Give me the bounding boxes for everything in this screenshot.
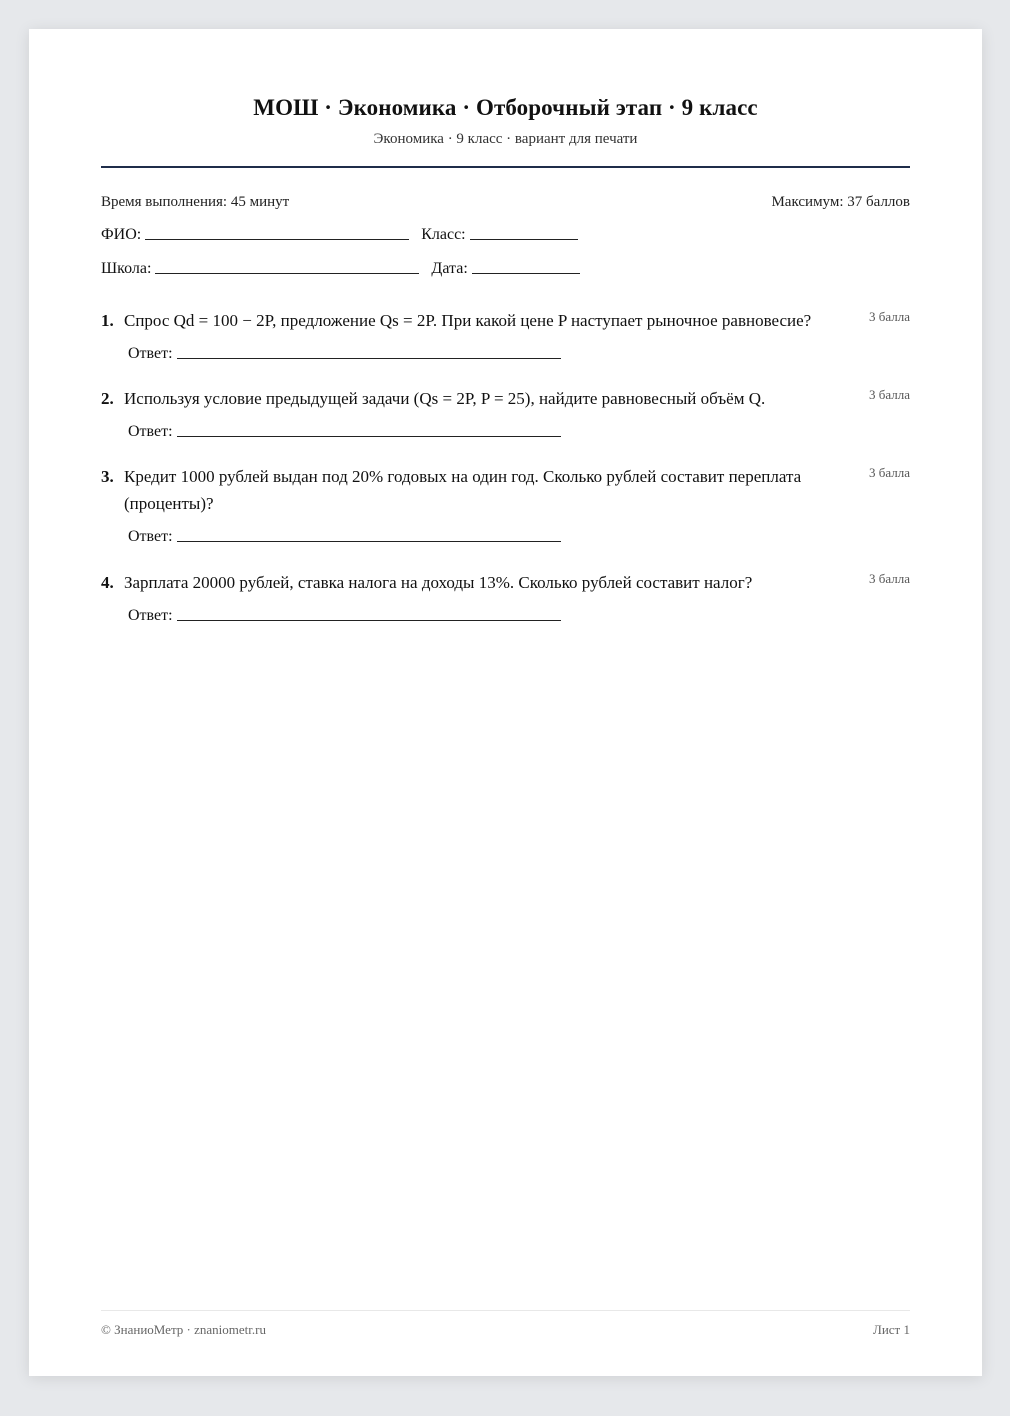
header-divider	[101, 166, 910, 168]
task-4-answer	[128, 607, 561, 625]
school-label: Школа:	[101, 260, 152, 277]
task-number: 4.	[101, 573, 114, 592]
answer-field[interactable]	[177, 619, 561, 621]
answer-label: Ответ:	[128, 423, 173, 440]
task-number: 2.	[101, 389, 114, 408]
answer-field[interactable]	[177, 435, 561, 437]
answer-field[interactable]	[177, 540, 561, 542]
task-number: 1.	[101, 311, 114, 330]
class-label: Класс:	[421, 226, 466, 243]
answer-label: Ответ:	[128, 607, 173, 624]
school-date-row	[101, 260, 580, 278]
date-label: Дата:	[431, 260, 468, 277]
sheet-content	[101, 29, 910, 1376]
time-limit: Время выполнения: 45 минут	[101, 194, 290, 210]
task-points: 3 балла	[869, 465, 910, 480]
task-text: Используя условие предыдущей задачи (Qs = 2P, P = 25), найдите равновесный объём Q.	[124, 389, 766, 408]
fio-class-row	[101, 226, 578, 244]
task-2-answer	[128, 423, 561, 441]
fio-field[interactable]	[145, 238, 409, 240]
answer-label: Ответ:	[128, 345, 173, 362]
task-points: 3 балла	[869, 387, 910, 402]
print-sheet	[29, 29, 982, 1376]
task-text: Зарплата 20000 рублей, ставка налога на доходы 13%. Сколько рублей составит налог?	[124, 573, 753, 592]
max-score: Максимум: 37 баллов	[771, 194, 910, 210]
footer-copyright: © ЗнаниоМетр · znaniometr.ru	[101, 1322, 266, 1337]
fio-label: ФИО:	[101, 226, 142, 243]
task-3-answer	[128, 528, 561, 546]
answer-field[interactable]	[177, 357, 561, 359]
page-title: МОШ · Экономика · Отборочный этап · 9 класс	[253, 95, 758, 120]
answer-label: Ответ:	[128, 528, 173, 545]
task-text: Спрос Qd = 100 − 2P, предложение Qs = 2P. При какой цене P наступает рыночное равновесие?	[124, 311, 812, 330]
class-field[interactable]	[470, 238, 578, 240]
footer-sheet-number: Лист 1	[873, 1322, 910, 1337]
task-points: 3 балла	[869, 571, 910, 586]
page-subtitle: Экономика · 9 класс · вариант для печати	[373, 131, 638, 147]
school-field[interactable]	[155, 272, 419, 274]
date-field[interactable]	[472, 272, 580, 274]
task-1-answer	[128, 345, 561, 363]
footer-divider	[101, 1310, 910, 1311]
task-points: 3 балла	[869, 309, 910, 324]
task-number: 3.	[101, 467, 114, 486]
task-text: Кредит 1000 рублей выдан под 20% годовых на один год. Сколько рублей составит переплата (проценты)?	[124, 467, 802, 513]
